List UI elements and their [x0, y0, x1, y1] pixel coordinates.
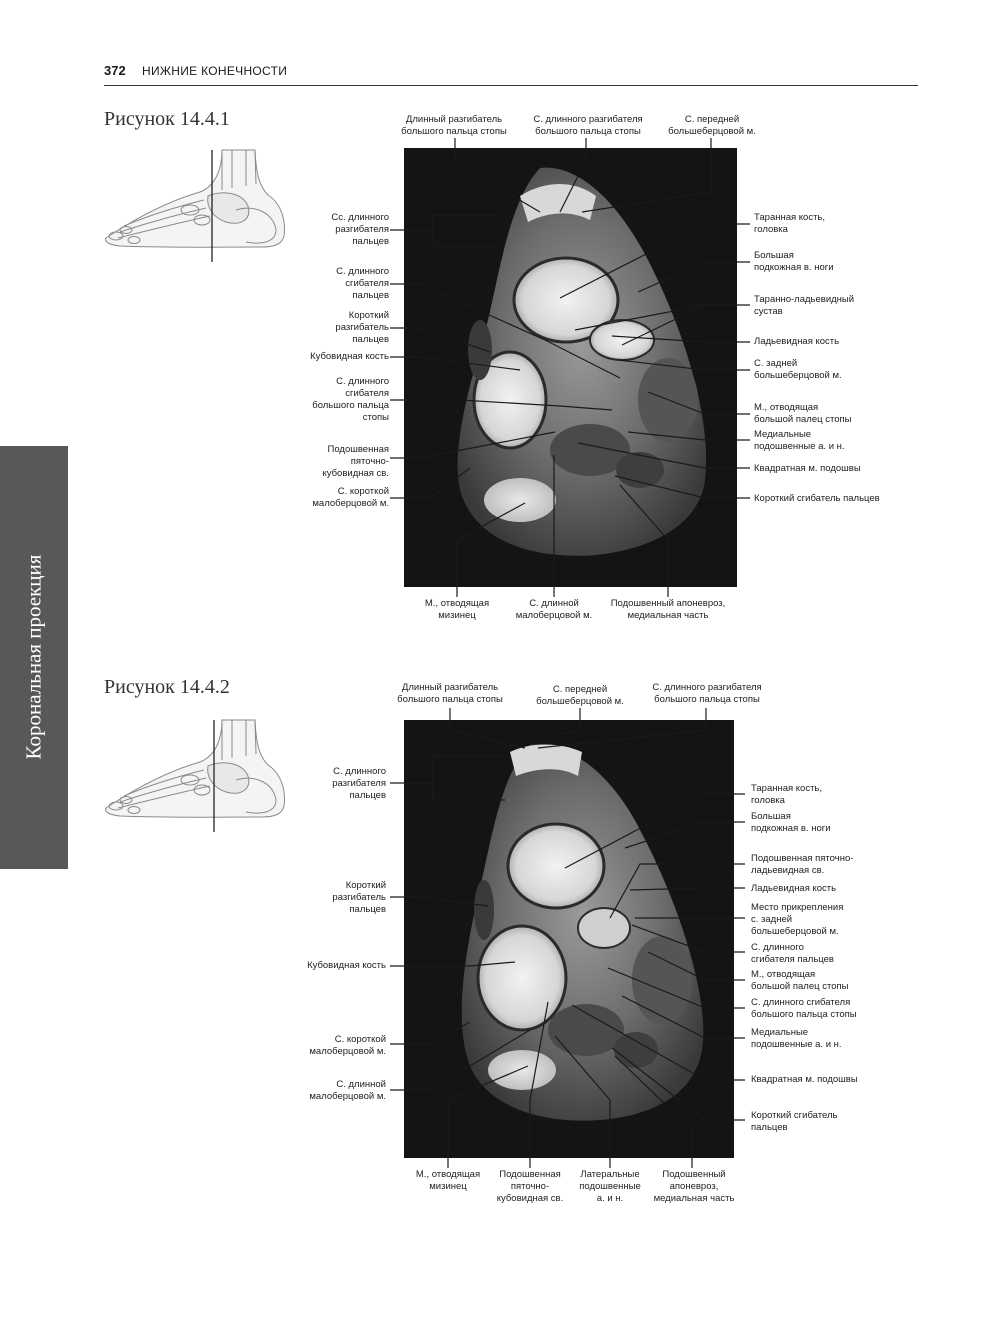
- fig1-label-l4: Кубовидная кость: [310, 351, 389, 362]
- fig1-label-l3: Короткий разгибатель пальцев: [335, 310, 389, 345]
- fig2-label-b3: Латеральные подошвенные а. и н.: [579, 1169, 641, 1204]
- fig2-label-b2: Подошвенная пяточно- кубовидная св.: [496, 1169, 564, 1204]
- figure1-title: Рисунок 14.4.1: [104, 108, 230, 130]
- fig2-label-l1: С. длинного разгибателя пальцев: [332, 766, 386, 801]
- fig1-label-r1: Таранная кость, головка: [754, 212, 826, 235]
- fig1-label-b3: Подошвенный апоневроз, медиальная часть: [610, 598, 726, 621]
- fig2-label-l5: С. длинной малоберцовой м.: [309, 1079, 386, 1102]
- fig2-label-top2: С. передней большеберцовой м.: [536, 684, 624, 707]
- fig1-label-l1: Сс. длинного разгибателя пальцев: [331, 212, 389, 247]
- figure2-title: Рисунок 14.4.2: [104, 676, 230, 698]
- fig1-label-r2: Большая подкожная в. ноги: [754, 250, 834, 273]
- fig2-label-r3: Подошвенная пяточно- ладьевидная св.: [751, 853, 854, 876]
- fig2-label-r5: Место прикрепления с. задней большеберцовой м.: [751, 902, 844, 937]
- fig1-label-r9: Короткий сгибатель пальцев: [754, 493, 880, 504]
- figure2-orientation-drawing: [106, 720, 285, 817]
- fig1-label-l6: Подошвенная пяточно- кубовидная св.: [322, 444, 389, 479]
- fig1-label-r5: С. задней большеберцовой м.: [754, 358, 842, 381]
- fig1-label-b2: С. длинной малоберцовой м.: [515, 598, 593, 621]
- fig2-label-r7: М., отводящая большой палец стопы: [751, 969, 849, 992]
- fig2-label-r4: Ладьевидная кость: [751, 883, 837, 894]
- side-tab-text: Корональная проекция: [21, 554, 46, 760]
- fig2-label-top3: С. длинного разгибателя большого пальца стопы: [652, 682, 762, 705]
- fig1-label-l2: С. длинного сгибателя пальцев: [336, 266, 389, 301]
- fig2-label-r6: С. длинного сгибателя пальцев: [751, 942, 834, 965]
- fig2-label-r9: Медиальные подошвенные а. и н.: [751, 1027, 842, 1050]
- fig1-label-l7: С. короткой малоберцовой м.: [312, 486, 389, 509]
- fig2-label-b4: Подошвенный апоневроз, медиальная часть: [653, 1169, 735, 1204]
- fig2-label-l2: Короткий разгибатель пальцев: [332, 880, 386, 915]
- fig1-label-r3: Таранно-ладьевидный сустав: [754, 294, 855, 317]
- fig1-label-top2: С. длинного разгибателя большого пальца стопы: [533, 114, 643, 137]
- fig1-label-l5: С. длинного сгибателя большого пальца стопы: [312, 376, 389, 423]
- fig2-label-r10: Квадратная м. подошвы: [751, 1074, 858, 1085]
- fig1-label-r4: Ладьевидная кость: [754, 336, 840, 347]
- fig1-label-r7: Медиальные подошвенные а. и н.: [754, 429, 845, 452]
- fig2-label-r8: С. длинного сгибателя большого пальца стопы: [751, 997, 857, 1020]
- fig1-label-top1: Длинный разгибатель большого пальца стопы: [401, 114, 507, 137]
- figure2-mri-image: [404, 720, 734, 1158]
- fig2-label-l4: С. короткой малоберцовой м.: [309, 1034, 386, 1057]
- fig2-label-r11: Короткий сгибатель пальцев: [751, 1110, 838, 1133]
- fig1-label-top3: С. передней большеберцовой м.: [668, 114, 756, 137]
- running-head: НИЖНИЕ КОНЕЧНОСТИ: [142, 64, 288, 78]
- fig2-label-b1: М., отводящая мизинец: [415, 1169, 481, 1192]
- page-number: 372: [104, 63, 126, 78]
- fig1-label-b1: М., отводящая мизинец: [424, 598, 490, 621]
- fig1-label-r6: М., отводящая большой палец стопы: [754, 402, 852, 425]
- fig2-label-l3: Кубовидная кость: [307, 960, 386, 971]
- fig2-label-r2: Большая подкожная в. ноги: [751, 811, 831, 834]
- fig2-label-r1: Таранная кость, головка: [751, 783, 823, 806]
- fig2-label-top1: Длинный разгибатель большого пальца стопы: [397, 682, 503, 705]
- figure1-orientation-drawing: [106, 150, 285, 247]
- fig1-label-r8: Квадратная м. подошвы: [754, 463, 861, 474]
